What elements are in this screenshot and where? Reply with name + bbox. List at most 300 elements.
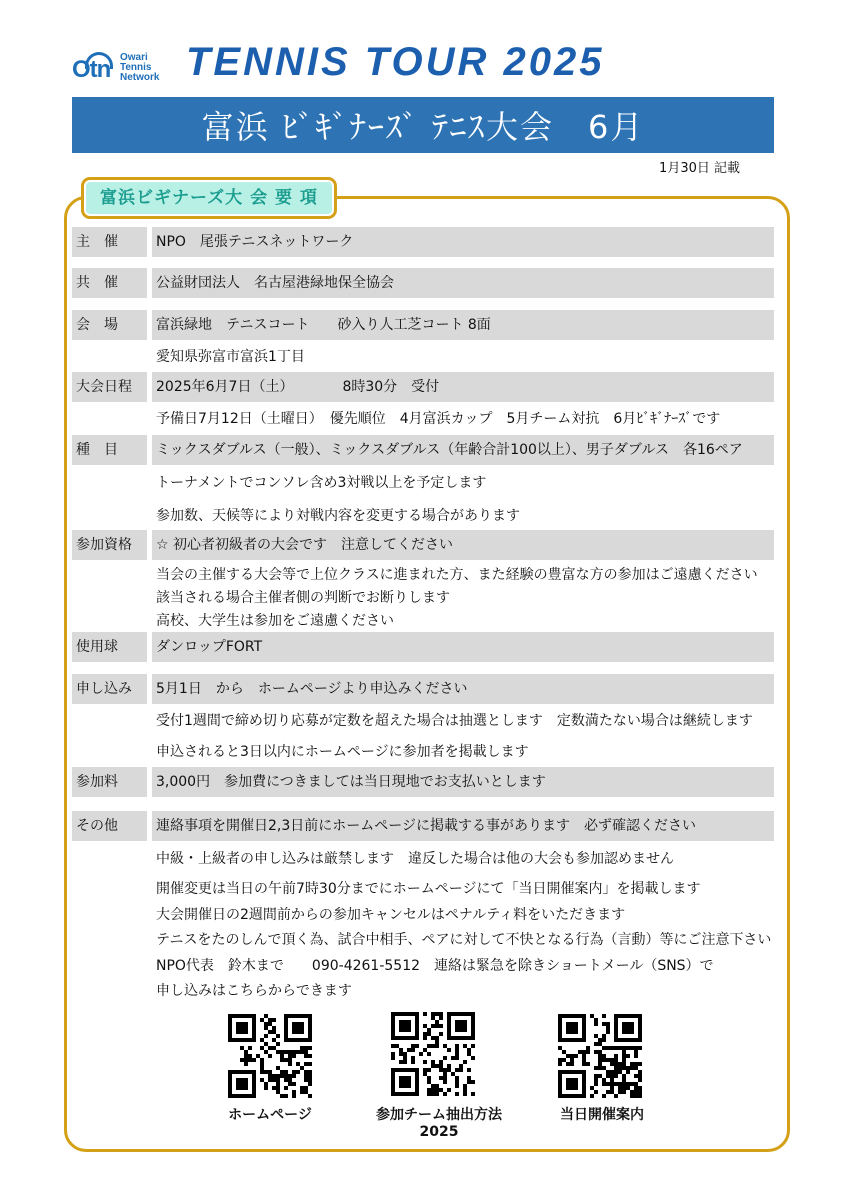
qr-module bbox=[268, 1018, 272, 1022]
qr-module bbox=[435, 1088, 439, 1092]
qr-module bbox=[439, 1060, 443, 1064]
qr-module bbox=[284, 1078, 288, 1082]
qr-module bbox=[272, 1030, 276, 1034]
qr-module bbox=[280, 1070, 284, 1074]
qr-module bbox=[260, 1066, 264, 1070]
qr-module bbox=[606, 1046, 610, 1050]
row-value: 3,000円 参加費につきましては当日現地でお支払いとします bbox=[152, 767, 774, 797]
qr-module bbox=[630, 1062, 634, 1066]
row-value: 公益財団法人 名古屋港緑地保全協会 bbox=[152, 268, 774, 298]
qr-module bbox=[558, 1062, 562, 1066]
qr-module bbox=[435, 1064, 439, 1068]
qr-module bbox=[288, 1082, 292, 1086]
qr-module bbox=[455, 1052, 459, 1056]
qr-module bbox=[399, 1052, 403, 1056]
qr-module bbox=[610, 1070, 614, 1074]
row-schedule bbox=[72, 372, 774, 402]
qr-module bbox=[272, 1038, 276, 1042]
qr-label-homepage: ホームページ bbox=[228, 1107, 312, 1123]
qr-module bbox=[610, 1078, 614, 1082]
qr-module bbox=[268, 1070, 272, 1074]
logo-text bbox=[120, 53, 159, 83]
qr-module bbox=[638, 1046, 642, 1050]
qr-module bbox=[296, 1050, 300, 1054]
qr-module bbox=[423, 1048, 427, 1052]
qr-module bbox=[602, 1022, 606, 1026]
qr-module bbox=[622, 1074, 626, 1078]
other-note-4: テニスをたのしんで頂く為、試合中相手、ペアに対して不快となる行為（言動）等にご注意下さい bbox=[156, 932, 772, 948]
qr-module bbox=[626, 1082, 630, 1086]
qr-module bbox=[578, 1050, 582, 1054]
qr-module bbox=[288, 1062, 292, 1066]
qr-module bbox=[467, 1068, 471, 1072]
qr-module bbox=[268, 1046, 272, 1050]
qr-module bbox=[455, 1084, 459, 1088]
qr-module bbox=[467, 1080, 471, 1084]
qr-module bbox=[431, 1088, 435, 1092]
qr-module bbox=[455, 1076, 459, 1080]
qr-module bbox=[304, 1086, 308, 1090]
qr-finder bbox=[622, 1022, 634, 1034]
qr-module bbox=[292, 1094, 296, 1098]
qr-module bbox=[244, 1054, 248, 1058]
qr-module bbox=[284, 1074, 288, 1078]
qr-module bbox=[292, 1082, 296, 1086]
qr-code-homepage[interactable] bbox=[228, 1014, 312, 1098]
row-value: 5月1日 から ホームページより申込みください bbox=[152, 674, 774, 704]
logo-mark: Otn bbox=[72, 56, 111, 83]
qr-module bbox=[602, 1078, 606, 1082]
qr-module bbox=[598, 1066, 602, 1070]
row-label: 参加資格 bbox=[72, 530, 147, 560]
qr-module bbox=[280, 1094, 284, 1098]
qr-module bbox=[288, 1054, 292, 1058]
qr-module bbox=[594, 1050, 598, 1054]
qr-finder bbox=[292, 1022, 304, 1034]
qr-module bbox=[276, 1050, 280, 1054]
qr-module bbox=[304, 1078, 308, 1082]
qr-module bbox=[582, 1058, 586, 1062]
qr-module bbox=[610, 1090, 614, 1094]
qr-module bbox=[467, 1048, 471, 1052]
qr-module bbox=[431, 1012, 435, 1016]
qr-module bbox=[594, 1042, 598, 1046]
qr-module bbox=[463, 1044, 467, 1048]
qr-module bbox=[240, 1058, 244, 1062]
qr-module bbox=[260, 1018, 264, 1022]
qr-module bbox=[630, 1090, 634, 1094]
qr-module bbox=[618, 1070, 622, 1074]
qr-module bbox=[455, 1048, 459, 1052]
qr-module bbox=[586, 1046, 590, 1050]
logo-line-owari: Owari bbox=[120, 52, 148, 63]
qr-module bbox=[606, 1074, 610, 1078]
qr-module bbox=[626, 1054, 630, 1058]
qr-module bbox=[610, 1082, 614, 1086]
qr-module bbox=[300, 1046, 304, 1050]
qr-module bbox=[423, 1012, 427, 1016]
qr-module bbox=[276, 1042, 280, 1046]
qr-module bbox=[634, 1086, 638, 1090]
qr-module bbox=[594, 1078, 598, 1082]
row-value: ☆ 初心者初級者の大会です 注意してください bbox=[152, 530, 774, 560]
qr-module bbox=[626, 1086, 630, 1090]
qr-module bbox=[634, 1054, 638, 1058]
qr-module bbox=[411, 1056, 415, 1060]
qr-module bbox=[451, 1072, 455, 1076]
qr-module bbox=[427, 1044, 431, 1048]
row-label: 共 催 bbox=[72, 268, 147, 298]
qr-module bbox=[292, 1070, 296, 1074]
qr-module bbox=[403, 1060, 407, 1064]
qr-module bbox=[264, 1086, 268, 1090]
qr-module bbox=[447, 1068, 451, 1072]
qr-module bbox=[435, 1084, 439, 1088]
qr-module bbox=[288, 1050, 292, 1054]
tour-title: TENNIS TOUR 2025 bbox=[186, 40, 605, 84]
other-note-5: NPO代表 鈴木まで 090-4261-5512 連絡は緊急を除きショートメール（SNS）で bbox=[156, 958, 714, 974]
qr-module bbox=[292, 1054, 296, 1058]
qr-module bbox=[292, 1050, 296, 1054]
qr-module bbox=[606, 1070, 610, 1074]
qr-module bbox=[288, 1078, 292, 1082]
qr-module bbox=[423, 1036, 427, 1040]
logo-line-tennis: Tennis bbox=[120, 62, 152, 73]
qr-module bbox=[610, 1058, 614, 1062]
qr-module bbox=[455, 1092, 459, 1096]
qr-module bbox=[435, 1092, 439, 1096]
qr-module bbox=[634, 1066, 638, 1070]
qr-module bbox=[248, 1046, 252, 1050]
qr-module bbox=[423, 1068, 427, 1072]
qr-module bbox=[447, 1048, 451, 1052]
qr-module bbox=[463, 1088, 467, 1092]
qr-module bbox=[622, 1086, 626, 1090]
qr-module bbox=[244, 1050, 248, 1054]
qr-module bbox=[634, 1082, 638, 1086]
qr-module bbox=[598, 1062, 602, 1066]
qr-module bbox=[622, 1066, 626, 1070]
qr-module bbox=[260, 1070, 264, 1074]
qr-finder bbox=[236, 1078, 248, 1090]
qr-module bbox=[391, 1052, 395, 1056]
qr-module bbox=[602, 1082, 606, 1086]
qr-module bbox=[622, 1090, 626, 1094]
qr-module bbox=[602, 1046, 606, 1050]
qr-module bbox=[435, 1044, 439, 1048]
qr-module bbox=[606, 1090, 610, 1094]
qr-module bbox=[626, 1046, 630, 1050]
row-value: 2025年6月7日（土） 8時30分 受付 bbox=[152, 372, 774, 402]
row-value: ミックスダブルス（一般）、ミックスダブルス（年齢合計100以上）、男子ダブルス 各16ペア bbox=[152, 435, 774, 465]
qr-module bbox=[638, 1074, 642, 1078]
qr-module bbox=[431, 1016, 435, 1020]
qr-module bbox=[606, 1058, 610, 1062]
qr-module bbox=[439, 1076, 443, 1080]
qr-module bbox=[443, 1068, 447, 1072]
qr-module bbox=[459, 1064, 463, 1068]
qr-module bbox=[308, 1062, 312, 1066]
qr-module bbox=[439, 1068, 443, 1072]
qr-module bbox=[264, 1082, 268, 1086]
qr-module bbox=[598, 1054, 602, 1058]
qr-module bbox=[431, 1044, 435, 1048]
row-events bbox=[72, 435, 774, 465]
qr-module bbox=[634, 1050, 638, 1054]
qr-module bbox=[272, 1086, 276, 1090]
row-venue bbox=[72, 310, 774, 340]
qr-module bbox=[618, 1062, 622, 1066]
qr-module bbox=[618, 1066, 622, 1070]
qr-module bbox=[268, 1074, 272, 1078]
row-value: 連絡事項を開催日2,3日前にホームページに掲載する事があります 必ず確認ください bbox=[152, 811, 774, 841]
events-note-2: 参加数、天候等により対戦内容を変更する場合があります bbox=[156, 508, 520, 524]
qr-module bbox=[272, 1046, 276, 1050]
qr-module bbox=[630, 1094, 634, 1098]
qr-module bbox=[439, 1088, 443, 1092]
qr-module bbox=[260, 1058, 264, 1062]
qr-module bbox=[455, 1080, 459, 1084]
qr-module bbox=[570, 1058, 574, 1062]
qr-module bbox=[614, 1074, 618, 1078]
qr-module bbox=[622, 1082, 626, 1086]
qr-module bbox=[614, 1062, 618, 1066]
qr-label-day-info: 当日開催案内 bbox=[560, 1107, 644, 1123]
qr-module bbox=[272, 1078, 276, 1082]
qr-module bbox=[431, 1084, 435, 1088]
row-value: 富浜緑地 テニスコート 砂入り人工芝コート 8面 bbox=[152, 310, 774, 340]
qr-module bbox=[614, 1058, 618, 1062]
qr-module bbox=[443, 1080, 447, 1084]
qr-module bbox=[244, 1062, 248, 1066]
qr-module bbox=[594, 1082, 598, 1086]
application-note-2: 申込されると3日以内にホームページに参加者を掲載します bbox=[156, 744, 529, 760]
qr-module bbox=[463, 1060, 467, 1064]
qr-module bbox=[260, 1046, 264, 1050]
qr-module bbox=[634, 1090, 638, 1094]
other-note-3: 大会開催日の2週間前からの参加キャンセルはペナルティ料をいただきます bbox=[156, 907, 626, 923]
qr-module bbox=[618, 1046, 622, 1050]
qr-module bbox=[598, 1042, 602, 1046]
qr-module bbox=[427, 1088, 431, 1092]
qr-module bbox=[574, 1054, 578, 1058]
qr-module bbox=[618, 1090, 622, 1094]
qr-module bbox=[260, 1078, 264, 1082]
qr-module bbox=[602, 1058, 606, 1062]
qr-module bbox=[276, 1078, 280, 1082]
date-note: 1月30日 記載 bbox=[659, 161, 740, 176]
qr-module bbox=[630, 1066, 634, 1070]
qr-module bbox=[439, 1032, 443, 1036]
qr-module bbox=[280, 1074, 284, 1078]
qr-module bbox=[260, 1038, 264, 1042]
qr-module bbox=[638, 1090, 642, 1094]
qr-module bbox=[411, 1048, 415, 1052]
qr-module bbox=[276, 1086, 280, 1090]
qr-module bbox=[423, 1024, 427, 1028]
qr-module bbox=[300, 1086, 304, 1090]
qr-module bbox=[304, 1070, 308, 1074]
qr-module bbox=[443, 1092, 447, 1096]
qr-module bbox=[618, 1082, 622, 1086]
qr-module bbox=[439, 1012, 443, 1016]
qr-module bbox=[451, 1056, 455, 1060]
qr-module bbox=[308, 1074, 312, 1078]
row-label: 主 催 bbox=[72, 227, 147, 257]
qr-module bbox=[447, 1088, 451, 1092]
qr-module bbox=[606, 1022, 610, 1026]
qr-finder bbox=[566, 1078, 578, 1090]
qr-module bbox=[594, 1034, 598, 1038]
qr-code-team-selection[interactable] bbox=[391, 1012, 475, 1096]
qr-module bbox=[622, 1054, 626, 1058]
qr-module bbox=[276, 1082, 280, 1086]
qr-module bbox=[570, 1054, 574, 1058]
qr-module bbox=[471, 1092, 475, 1096]
qr-module bbox=[272, 1074, 276, 1078]
logo-line-network: Network bbox=[120, 72, 160, 83]
qr-module bbox=[570, 1062, 574, 1066]
qr-module bbox=[443, 1076, 447, 1080]
eligibility-note-1: 当会の主催する大会等で上位クラスに進まれた方、また経験の豊富な方の参加はご遠慮ください bbox=[156, 567, 758, 583]
qr-module bbox=[435, 1040, 439, 1044]
qr-module bbox=[264, 1034, 268, 1038]
qr-module bbox=[467, 1052, 471, 1056]
qr-module bbox=[276, 1066, 280, 1070]
qr-module bbox=[427, 1092, 431, 1096]
qr-module bbox=[304, 1054, 308, 1058]
qr-module bbox=[638, 1078, 642, 1082]
qr-module bbox=[602, 1038, 606, 1042]
qr-module bbox=[602, 1094, 606, 1098]
qr-module bbox=[590, 1086, 594, 1090]
schedule-note: 予備日7月12日（土曜日） 優先順位 4月富浜カップ 5月チーム対抗 6月ﾋﾞｷﾞﾅｰｽﾞです bbox=[156, 411, 721, 427]
qr-module bbox=[264, 1070, 268, 1074]
qr-module bbox=[626, 1070, 630, 1074]
qr-module bbox=[268, 1022, 272, 1026]
qr-module bbox=[248, 1054, 252, 1058]
qr-finder bbox=[399, 1076, 411, 1088]
qr-module bbox=[288, 1058, 292, 1062]
qr-module bbox=[614, 1066, 618, 1070]
row-label: 会 場 bbox=[72, 310, 147, 340]
qr-module bbox=[280, 1054, 284, 1058]
qr-module bbox=[558, 1046, 562, 1050]
qr-module bbox=[272, 1018, 276, 1022]
qr-module bbox=[284, 1050, 288, 1054]
qr-module bbox=[471, 1080, 475, 1084]
other-note-6: 申し込みはこちらからできます bbox=[156, 983, 352, 999]
qr-module bbox=[427, 1080, 431, 1084]
qr-module bbox=[582, 1050, 586, 1054]
qr-module bbox=[272, 1026, 276, 1030]
qr-module bbox=[566, 1062, 570, 1066]
other-note-1: 中級・上級者の申し込みは厳禁します 違反した場合は他の大会も参加認めません bbox=[156, 851, 674, 867]
qr-module bbox=[443, 1056, 447, 1060]
qr-module bbox=[602, 1066, 606, 1070]
qr-module bbox=[638, 1094, 642, 1098]
qr-module bbox=[304, 1062, 308, 1066]
row-ball bbox=[72, 632, 774, 662]
qr-module bbox=[598, 1058, 602, 1062]
qr-module bbox=[284, 1094, 288, 1098]
qr-module bbox=[423, 1060, 427, 1064]
qr-module bbox=[443, 1044, 447, 1048]
row-value: ダンロップFORT bbox=[152, 632, 774, 662]
qr-module bbox=[240, 1046, 244, 1050]
qr-module bbox=[308, 1046, 312, 1050]
qr-module bbox=[252, 1058, 256, 1062]
qr-module bbox=[411, 1060, 415, 1064]
qr-module bbox=[260, 1062, 264, 1066]
qr-module bbox=[308, 1078, 312, 1082]
row-co-organizer bbox=[72, 268, 774, 298]
qr-module bbox=[439, 1016, 443, 1020]
qr-module bbox=[594, 1074, 598, 1078]
qr-module bbox=[300, 1066, 304, 1070]
qr-module bbox=[427, 1028, 431, 1032]
qr-module bbox=[264, 1022, 268, 1026]
row-label: 参加料 bbox=[72, 767, 147, 797]
qr-module bbox=[622, 1050, 626, 1054]
qr-module bbox=[582, 1062, 586, 1066]
qr-module bbox=[423, 1032, 427, 1036]
eligibility-note-3: 高校、大学生は参加をご遠慮ください bbox=[156, 613, 394, 629]
event-banner: 富浜 ﾋﾞｷﾞﾅｰｽﾞ ﾃﾆｽ大会 6月 bbox=[72, 97, 774, 153]
qr-module bbox=[618, 1086, 622, 1090]
qr-module bbox=[427, 1032, 431, 1036]
qr-module bbox=[276, 1074, 280, 1078]
qr-module bbox=[268, 1030, 272, 1034]
qr-module bbox=[598, 1074, 602, 1078]
qr-module bbox=[403, 1056, 407, 1060]
qr-module bbox=[459, 1068, 463, 1072]
qr-module bbox=[590, 1014, 594, 1018]
qr-module bbox=[304, 1074, 308, 1078]
qr-module bbox=[634, 1094, 638, 1098]
row-label: その他 bbox=[72, 811, 147, 841]
qr-module bbox=[248, 1058, 252, 1062]
qr-sublabel-team-selection: 2025 bbox=[419, 1124, 459, 1140]
events-note-1: トーナメントでコンソレ含め3対戦以上を予定します bbox=[156, 475, 487, 491]
qr-module bbox=[431, 1036, 435, 1040]
qr-module bbox=[447, 1064, 451, 1068]
qr-module bbox=[463, 1092, 467, 1096]
qr-module bbox=[586, 1050, 590, 1054]
qr-module bbox=[244, 1058, 248, 1062]
eligibility-note-2: 該当される場合主催者側の判断でお断りします bbox=[156, 590, 450, 606]
qr-module bbox=[594, 1090, 598, 1094]
application-note-1: 受付1週間で締め切り応募が定数を超えた場合は抽選とします 定数満たない場合は継続します bbox=[156, 713, 753, 729]
qr-code-day-info[interactable] bbox=[558, 1014, 642, 1098]
qr-module bbox=[598, 1038, 602, 1042]
qr-module bbox=[308, 1070, 312, 1074]
qr-module bbox=[614, 1094, 618, 1098]
qr-module bbox=[602, 1054, 606, 1058]
qr-finder bbox=[399, 1020, 411, 1032]
qr-module bbox=[634, 1062, 638, 1066]
row-label: 使用球 bbox=[72, 632, 147, 662]
qr-module bbox=[288, 1074, 292, 1078]
qr-module bbox=[439, 1064, 443, 1068]
qr-module bbox=[566, 1054, 570, 1058]
qr-module bbox=[268, 1054, 272, 1058]
qr-module bbox=[610, 1046, 614, 1050]
qr-module bbox=[391, 1044, 395, 1048]
qr-module bbox=[435, 1036, 439, 1040]
qr-module bbox=[268, 1078, 272, 1082]
qr-module bbox=[308, 1054, 312, 1058]
